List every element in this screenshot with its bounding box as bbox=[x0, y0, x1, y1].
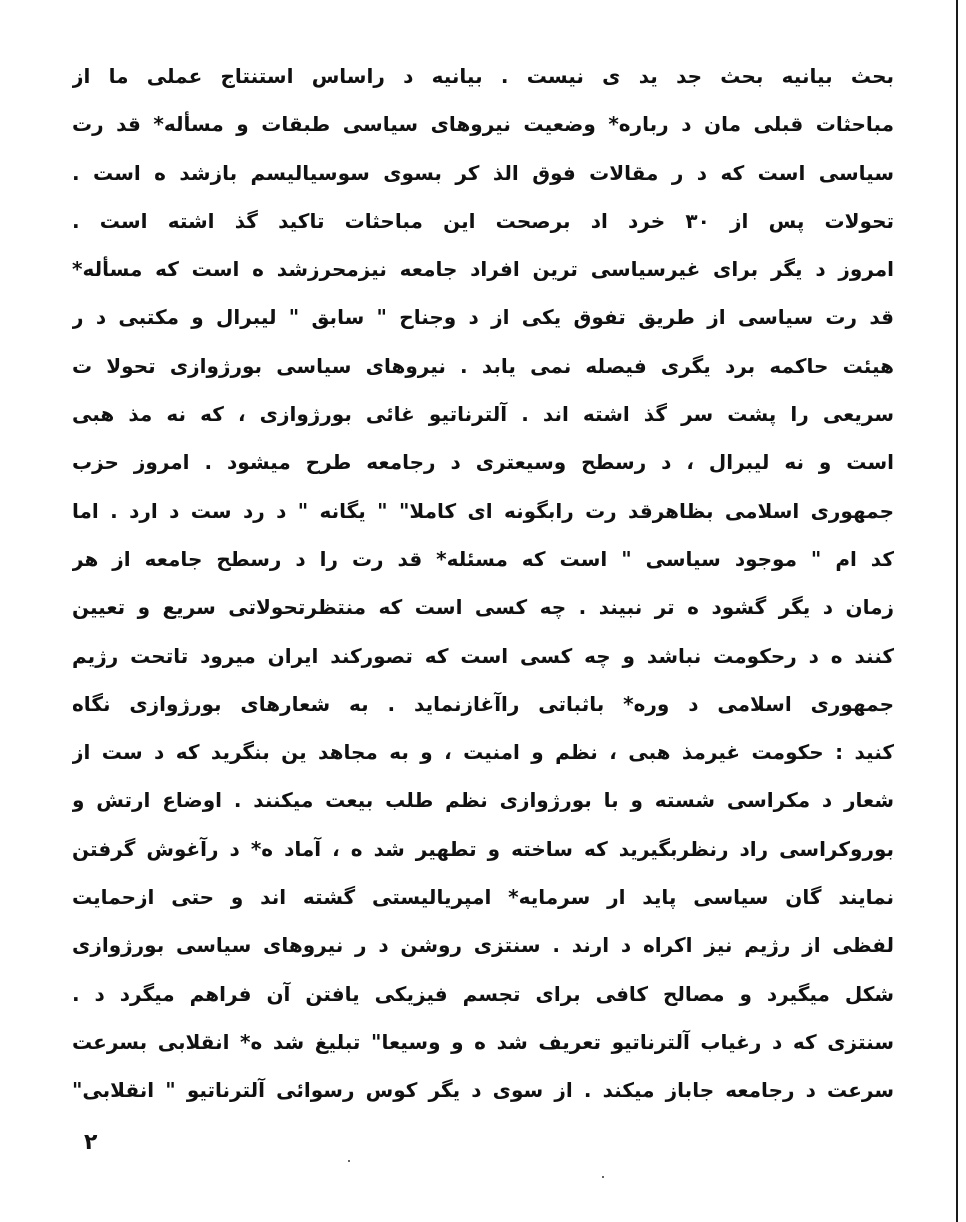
scan-speck bbox=[348, 1160, 350, 1162]
text-line: قد رت سياسى از طريق تفوق يكى از د وجناح " سابق " ليبرال و مكتبى د ر bbox=[72, 305, 894, 330]
text-line: امروز د يگر براى غيرسياسى ترين افراد جامعه نيزمحرزشد ه است كه مسأله* bbox=[72, 257, 894, 282]
text-line: سنتزى كه د رغياب آلترناتيو تعريف شد ه و وسيعا" تبليغ شد ه* انقلابى بسرعت bbox=[72, 1029, 894, 1054]
text-line: نمايند گان سياسى پايد ار سرمايه* امپرياليستى گشته اند و حتى ازحمايت bbox=[72, 885, 894, 910]
text-line: لفظى از رژيم نيز اكراه د ارند . سنتزى روشن د ر نيروهاى سياسى بورژوازى bbox=[72, 933, 894, 958]
text-line: جمهورى اسلامى د وره* باثباتى راآغازنمايد . به شعارهاى بورژوازى نگاه bbox=[72, 691, 894, 716]
text-line: بوروكراسى راد رنظربگيريد كه ساخته و تطهير شد ه ، آماد ه* د رآغوش گرفتن bbox=[72, 836, 894, 861]
text-line: شعار د مكراسى شسته و با بورژوازى نظم طلب بيعت ميكنند . اوضاع ارتش و bbox=[72, 788, 894, 813]
text-line: است و نه ليبرال ، د رسطح وسيعترى د رجامعه طرح ميشود . امروز حزب bbox=[72, 450, 894, 475]
text-line: سياسى است كه د ر مقالات فوق الذ كر بسوى سوسياليسم بازشد ه است . bbox=[72, 160, 894, 185]
text-line: جمهورى اسلامى بظاهرقد رت رابگونه اى كاملا" " يگانه " د رد ست د ارد . اما bbox=[72, 498, 894, 523]
text-line: سرعت د رجامعه جاباز ميكند . از سوى د يگر كوس رسوائى آلترناتيو " انقلابى" bbox=[72, 1078, 894, 1103]
text-line: كنيد : حكومت غيرمذ هبى ، نظم و امنيت ، و به مجاهد ين بنگريد كه د ست از bbox=[72, 740, 894, 765]
text-line: تحولات پس از ۳۰ خرد اد برصحت اين مباحثات تاكيد گذ اشته است . bbox=[72, 208, 894, 233]
page-number: ۲ bbox=[84, 1130, 98, 1155]
text-line: سريعى را پشت سر گذ اشته اند . آلترناتيو غائى بورژوازى ، كه نه مذ هبى bbox=[72, 402, 894, 427]
scan-border-line bbox=[956, 0, 958, 1222]
scan-speck bbox=[602, 1176, 604, 1178]
text-line: هيئت حاكمه برد يگرى فيصله نمى يابد . نيروهاى سياسى بورژوازى تحولا ت bbox=[72, 353, 894, 378]
text-line: بحث بيانيه بحث جد يد ى نيست . بيانيه د راساس استنتاج عملى ما از bbox=[72, 64, 894, 88]
body-text bbox=[72, 52, 894, 1115]
text-line: زمان د يگر گشود ه تر نبيند . چه كسى است كه منتظرتحولاتى سريع و تعيين bbox=[72, 595, 894, 620]
text-line: شكل ميگيرد و مصالح كافى براى تجسم فيزيكى يافتن آن فراهم ميگرد د . bbox=[72, 981, 894, 1006]
text-line: مباحثات قبلى مان د رباره* وضعيت نيروهاى سياسى طبقات و مسأله* قد رت bbox=[72, 112, 894, 137]
text-line: كنند ه د رحكومت نباشد و چه كسى است كه تصورکند ايران ميرود تاتحت رژيم bbox=[72, 643, 894, 668]
text-line: كد ام " موجود سياسى " است كه مسئله* قد رت را د رسطح جامعه از هر bbox=[72, 546, 894, 571]
